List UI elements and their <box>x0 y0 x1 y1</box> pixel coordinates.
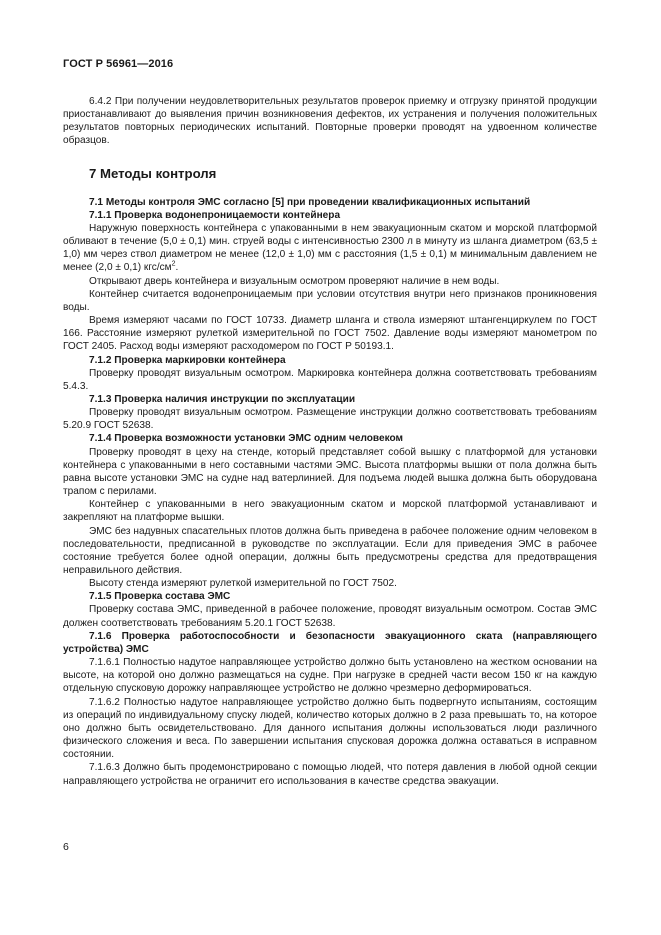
document-header: ГОСТ Р 56961—2016 <box>63 58 174 70</box>
paragraph-7-1-1-a-end: . <box>175 262 179 274</box>
superscript: 2 <box>171 261 176 269</box>
paragraph-6-4-2: 6.4.2 При получении неудовлетворительных результатов проверок приемку и отгрузку принятой продукции приостанавливают до выявления причин возникновения дефектов, их устранения и получения положительных результатов повторных периодических испытаний. Повторные проверки проводят на удвоенном количестве образцов. <box>63 96 597 147</box>
paragraph-7-1-5: Проверку состава ЭМС, приведенной в рабочее положение, проводят визуальным осмотром. Состав ЭМС должен соответствовать требованиям 5.20.1 ГОСТ 52638. <box>63 604 597 629</box>
paragraph-7-1-4-d: Высоту стенда измеряют рулеткой измерительной по ГОСТ 7502. <box>89 578 397 590</box>
paragraph-7-1-6-2: 7.1.6.2 Полностью надутое направляющее устройство должно быть подвергнуто испытаниям, состоящим из операций по индивидуальному спуску людей, количество которых должно в 2 раза превышать то, на которое оно должно быть освидетельствовано. Для данного испытания должны использоваться люди различного физического сложения и веса. По завершении испытания спусковая дорожка должна оставаться в исправном состоянии. <box>63 696 597 761</box>
heading-7-1-6: 7.1.6 Проверка работоспособности и безопасности эвакуационного ската (направляющего устройства) ЭМС <box>63 630 597 655</box>
document-body <box>63 95 597 788</box>
paragraph-7-1-6-1: 7.1.6.1 Полностью надутое направляющее устройство должно быть установлено на жестком основании на высоте, на которой оно должно размещаться на судне. При нагрузке в средней части весом 150 кг на каждую отдельную спусковую дорожку направляющее устройство не должно чрезмерно деформироваться. <box>63 657 597 695</box>
paragraph-7-1-2: Проверку проводят визуальным осмотром. Маркировка контейнера должна соответствовать требованиям 5.4.3. <box>63 367 597 392</box>
heading-7-1-5: 7.1.5 Проверка состава ЭМС <box>89 591 231 603</box>
heading-7-1-2: 7.1.2 Проверка маркировки контейнера <box>89 354 286 366</box>
paragraph-7-1-4-b: Контейнер с упакованными в него эвакуационным скатом и морской платформой устанавливают и закрепляют на платформе вышки. <box>63 499 597 524</box>
heading-7-1: 7.1 Методы контроля ЭМС согласно [5] при проведении квалификационных испытаний <box>89 196 531 208</box>
paragraph-7-1-6-3: 7.1.6.3 Должно быть продемонстрировано с помощью людей, что потеря давления в любой одной секции направляющего устройства не ограничит его использования в качестве средства эвакуации. <box>63 762 597 787</box>
heading-7-1-4: 7.1.4 Проверка возможности установки ЭМС одним человеком <box>89 433 404 445</box>
section-heading-7: 7 Методы контроля <box>89 165 217 181</box>
paragraph-7-1-4-c: ЭМС без надувных спасательных плотов должна быть приведена в рабочее положение одним человеком в последовательности, предписанной в руководстве по эксплуатации. Если для приведения ЭМС в рабочее состояние требуется более одной операции, должны быть предусмотрены средства для предотвращения неправильного действия. <box>63 525 597 576</box>
paragraph-7-1-1-c: Контейнер считается водонепроницаемым при условии отсутствия внутри него признаков проникновения воды. <box>63 288 597 313</box>
paragraph-7-1-4-a: Проверку проводят в цеху на стенде, который представляет собой вышку с платформой для установки контейнера с упакованными в него составными частями ЭМС. Высота платформы вышки от пола должна быть равна высоте установки ЭМС на судне над ватерлинией. Для подъема людей вышка должна быть оборудована трапом с перилами. <box>63 446 597 498</box>
paragraph-7-1-3: Проверку проводят визуальным осмотром. Размещение инструкции должно соответствовать требованиям 5.20.9 ГОСТ 52638. <box>63 407 597 432</box>
paragraph-7-1-1-d: Время измеряют часами по ГОСТ 10733. Диаметр шланга и ствола измеряют штангенциркулем по ГОСТ 166. Расстояние измеряют рулеткой измерительной по ГОСТ 7502. Давление воды измеряют манометром по ГОСТ 2405. Расход воды измеряют расходомером по ГОСТ Р 50193.1. <box>63 315 597 353</box>
page-number: 6 <box>63 841 69 853</box>
paragraph-7-1-1-a <box>63 222 597 275</box>
paragraph-7-1-1-b: Открывают дверь контейнера и визуальным осмотром проверяют наличие в нем воды. <box>89 275 500 287</box>
heading-7-1-1: 7.1.1 Проверка водонепроницаемости контейнера <box>89 209 341 221</box>
paragraph-7-1-1-a-text: Наружную поверхность контейнера с упакованными в нем эвакуационным скатом и морской платформой обливают в течение (5,0 ± 0,1) мин. струей воды с интенсивностью 2300 л в минуту из шланга диаметром (63,5 ± 1,0) мм через ствол диаметром не менее (12,0 ± 1,0) мм с расстояния (1,5 ± 0,1) м минимальным давлением не менее (2,0 ± 0,1) кгс/см <box>63 222 597 274</box>
heading-7-1-3: 7.1.3 Проверка наличия инструкции по эксплуатации <box>89 393 356 405</box>
